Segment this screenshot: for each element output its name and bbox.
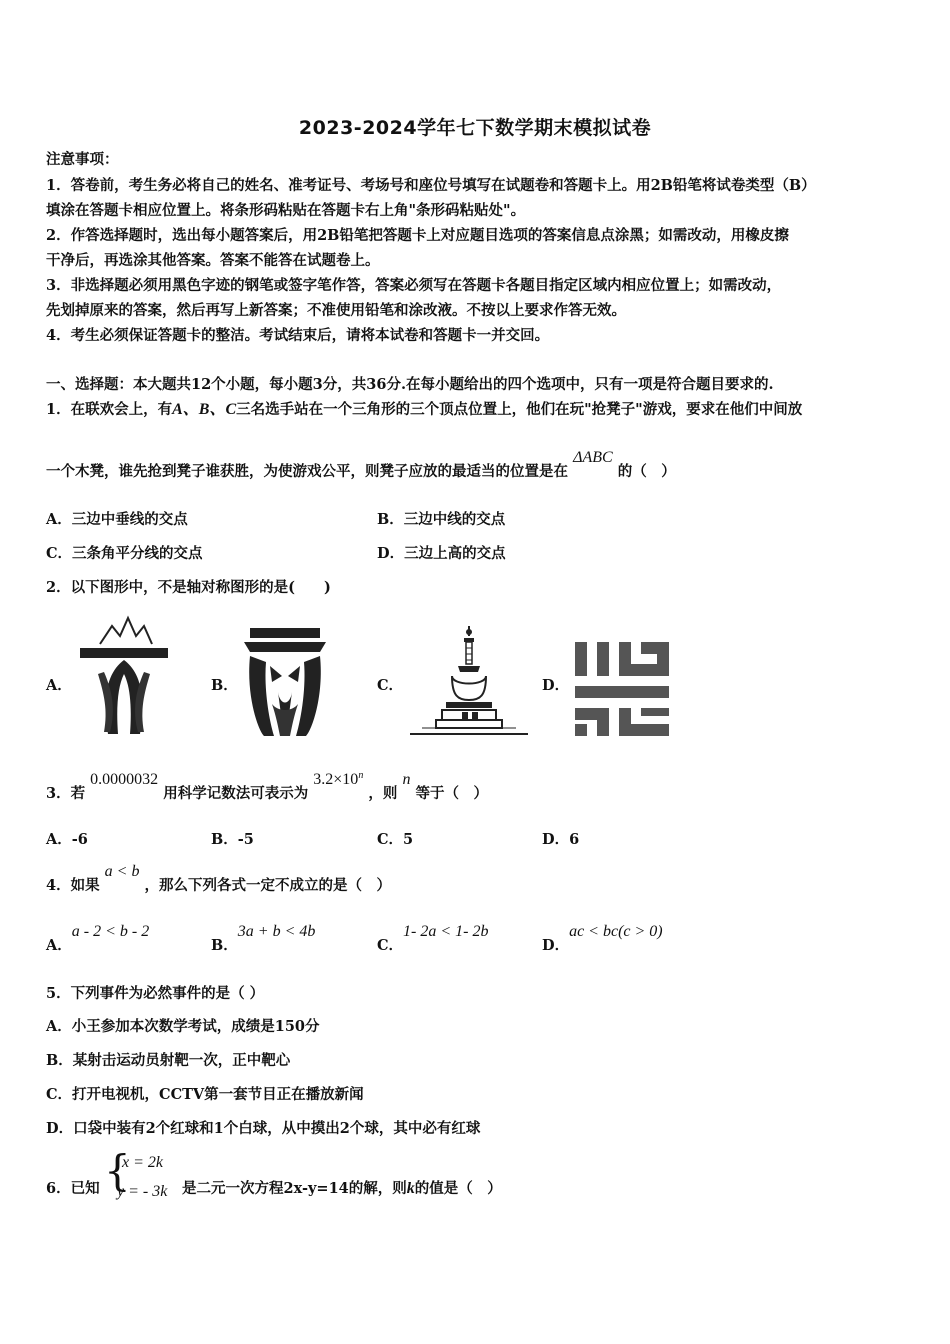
question-6-stem-prefix: 6．已知	[46, 1180, 100, 1197]
page-title: 2023-2024学年七下数学期末模拟试卷	[298, 117, 652, 139]
q2-option-b-label: B．	[211, 677, 238, 694]
notice-line: 1．答卷前，考生务必将自己的姓名、准考证号、考场号和座位号填写在试题卷和答题卡上。用2B铅笔将试卷类型（B）	[46, 177, 816, 194]
q1-option-b: B．三边中线的交点	[377, 511, 506, 528]
question-6-stem: 是二元一次方程2x-y=14的解，则k的值是（ ）	[182, 1180, 502, 1197]
question-5-stem: 5．下列事件为必然事件的是（ ）	[46, 985, 265, 1002]
emblem-figure-a	[78, 614, 170, 738]
q1-option-a: A．三边中垂线的交点	[46, 511, 188, 528]
question-1-stem-cont: 一个木凳，谁先抢到凳子谁获胜，为使游戏公平，则凳子应放的最适当的位置是在 ΔABC 的（ ）	[46, 449, 676, 480]
notice-line: 2．作答选择题时，选出每小题答案后，用2B铅笔把答题卡上对应题目选项的答案信息点涂黑；如需改动，用橡皮擦	[46, 227, 789, 244]
q5-option-b: B．某射击运动员射靶一次，正中靶心	[46, 1052, 291, 1069]
q3-option-c: C．5	[377, 831, 414, 848]
q4-option-b: B．3a + b < 4b	[211, 923, 316, 954]
q4-option-c: C．1- 2a < 1- 2b	[377, 923, 489, 954]
q5-option-c: C．打开电视机，CCTV第一套节目正在播放新闻	[46, 1086, 364, 1103]
notice-line: 干净后，再选涂其他答案。答案不能答在试题卷上。	[46, 252, 380, 269]
question-4-stem: 4．如果 a < b ，那么下列各式一定不成立的是（ ）	[46, 863, 392, 894]
q4-option-a: A．a - 2 < b - 2	[46, 923, 150, 954]
pattern-figure-d	[575, 642, 669, 736]
notice-line: 4．考生必须保证答题卡的整洁。考试结束后，请将本试卷和答题卡一并交回。	[46, 327, 550, 344]
q1-option-d: D．三边上高的交点	[377, 545, 506, 562]
q3-option-b: B．-5	[211, 831, 254, 848]
system-brace: {	[104, 1146, 131, 1195]
notice-heading: 注意事项：	[46, 151, 119, 168]
q3-option-a: A．-6	[46, 831, 88, 848]
notice-line: 3．非选择题必须用黑色字迹的钢笔或签字笔作答，答案必须写在答题卡各题目指定区域内相应位置上；如需改动，	[46, 277, 782, 294]
q1-option-c: C．三条角平分线的交点	[46, 545, 203, 562]
q2-option-a-label: A．	[46, 677, 72, 694]
notice-line: 填涂在答题卡相应位置上。将条形码粘贴在答题卡右上角"条形码粘贴处"。	[46, 202, 526, 219]
section-heading: 一、选择题：本大题共12个小题，每小题3分，共36分.在每小题给出的四个选项中，只有一项是符合题目要求的.	[46, 376, 774, 393]
pagoda-figure-c	[408, 624, 530, 738]
q5-option-a: A．小王参加本次数学考试，成绩是150分	[46, 1018, 320, 1035]
q5-option-d: D．口袋中装有2个红球和1个白球，从中摸出2个球，其中必有红球	[46, 1120, 481, 1137]
notice-line: 先划掉原来的答案，然后再写上新答案；不准使用铅笔和涂改液。不按以上要求作答无效。	[46, 302, 626, 319]
equation-y: y = - 3k	[117, 1183, 168, 1200]
opera-mask-figure-b	[242, 626, 328, 738]
q2-option-c-label: C．	[377, 677, 404, 694]
question-1-stem: 1．在联欢会上，有A、B、C三名选手站在一个三角形的三个顶点位置上，他们在玩"抢凳子"游戏，要求在他们中间放	[46, 401, 803, 418]
question-2-stem: 2．以下图形中，不是轴对称图形的是( )	[46, 579, 331, 596]
q2-option-d-label: D．	[542, 677, 570, 694]
question-3-stem: 3．若 0.0000032 用科学记数法可表示为 $3.2\times 10^n$ ，则 n 等于（ ）	[46, 770, 488, 802]
q3-option-d: D．6	[542, 831, 580, 848]
triangle-abc-math: ΔABC	[573, 449, 613, 466]
equation-x: x = 2k	[122, 1154, 163, 1171]
q4-option-d: D．ac < bc(c > 0)	[542, 923, 663, 954]
